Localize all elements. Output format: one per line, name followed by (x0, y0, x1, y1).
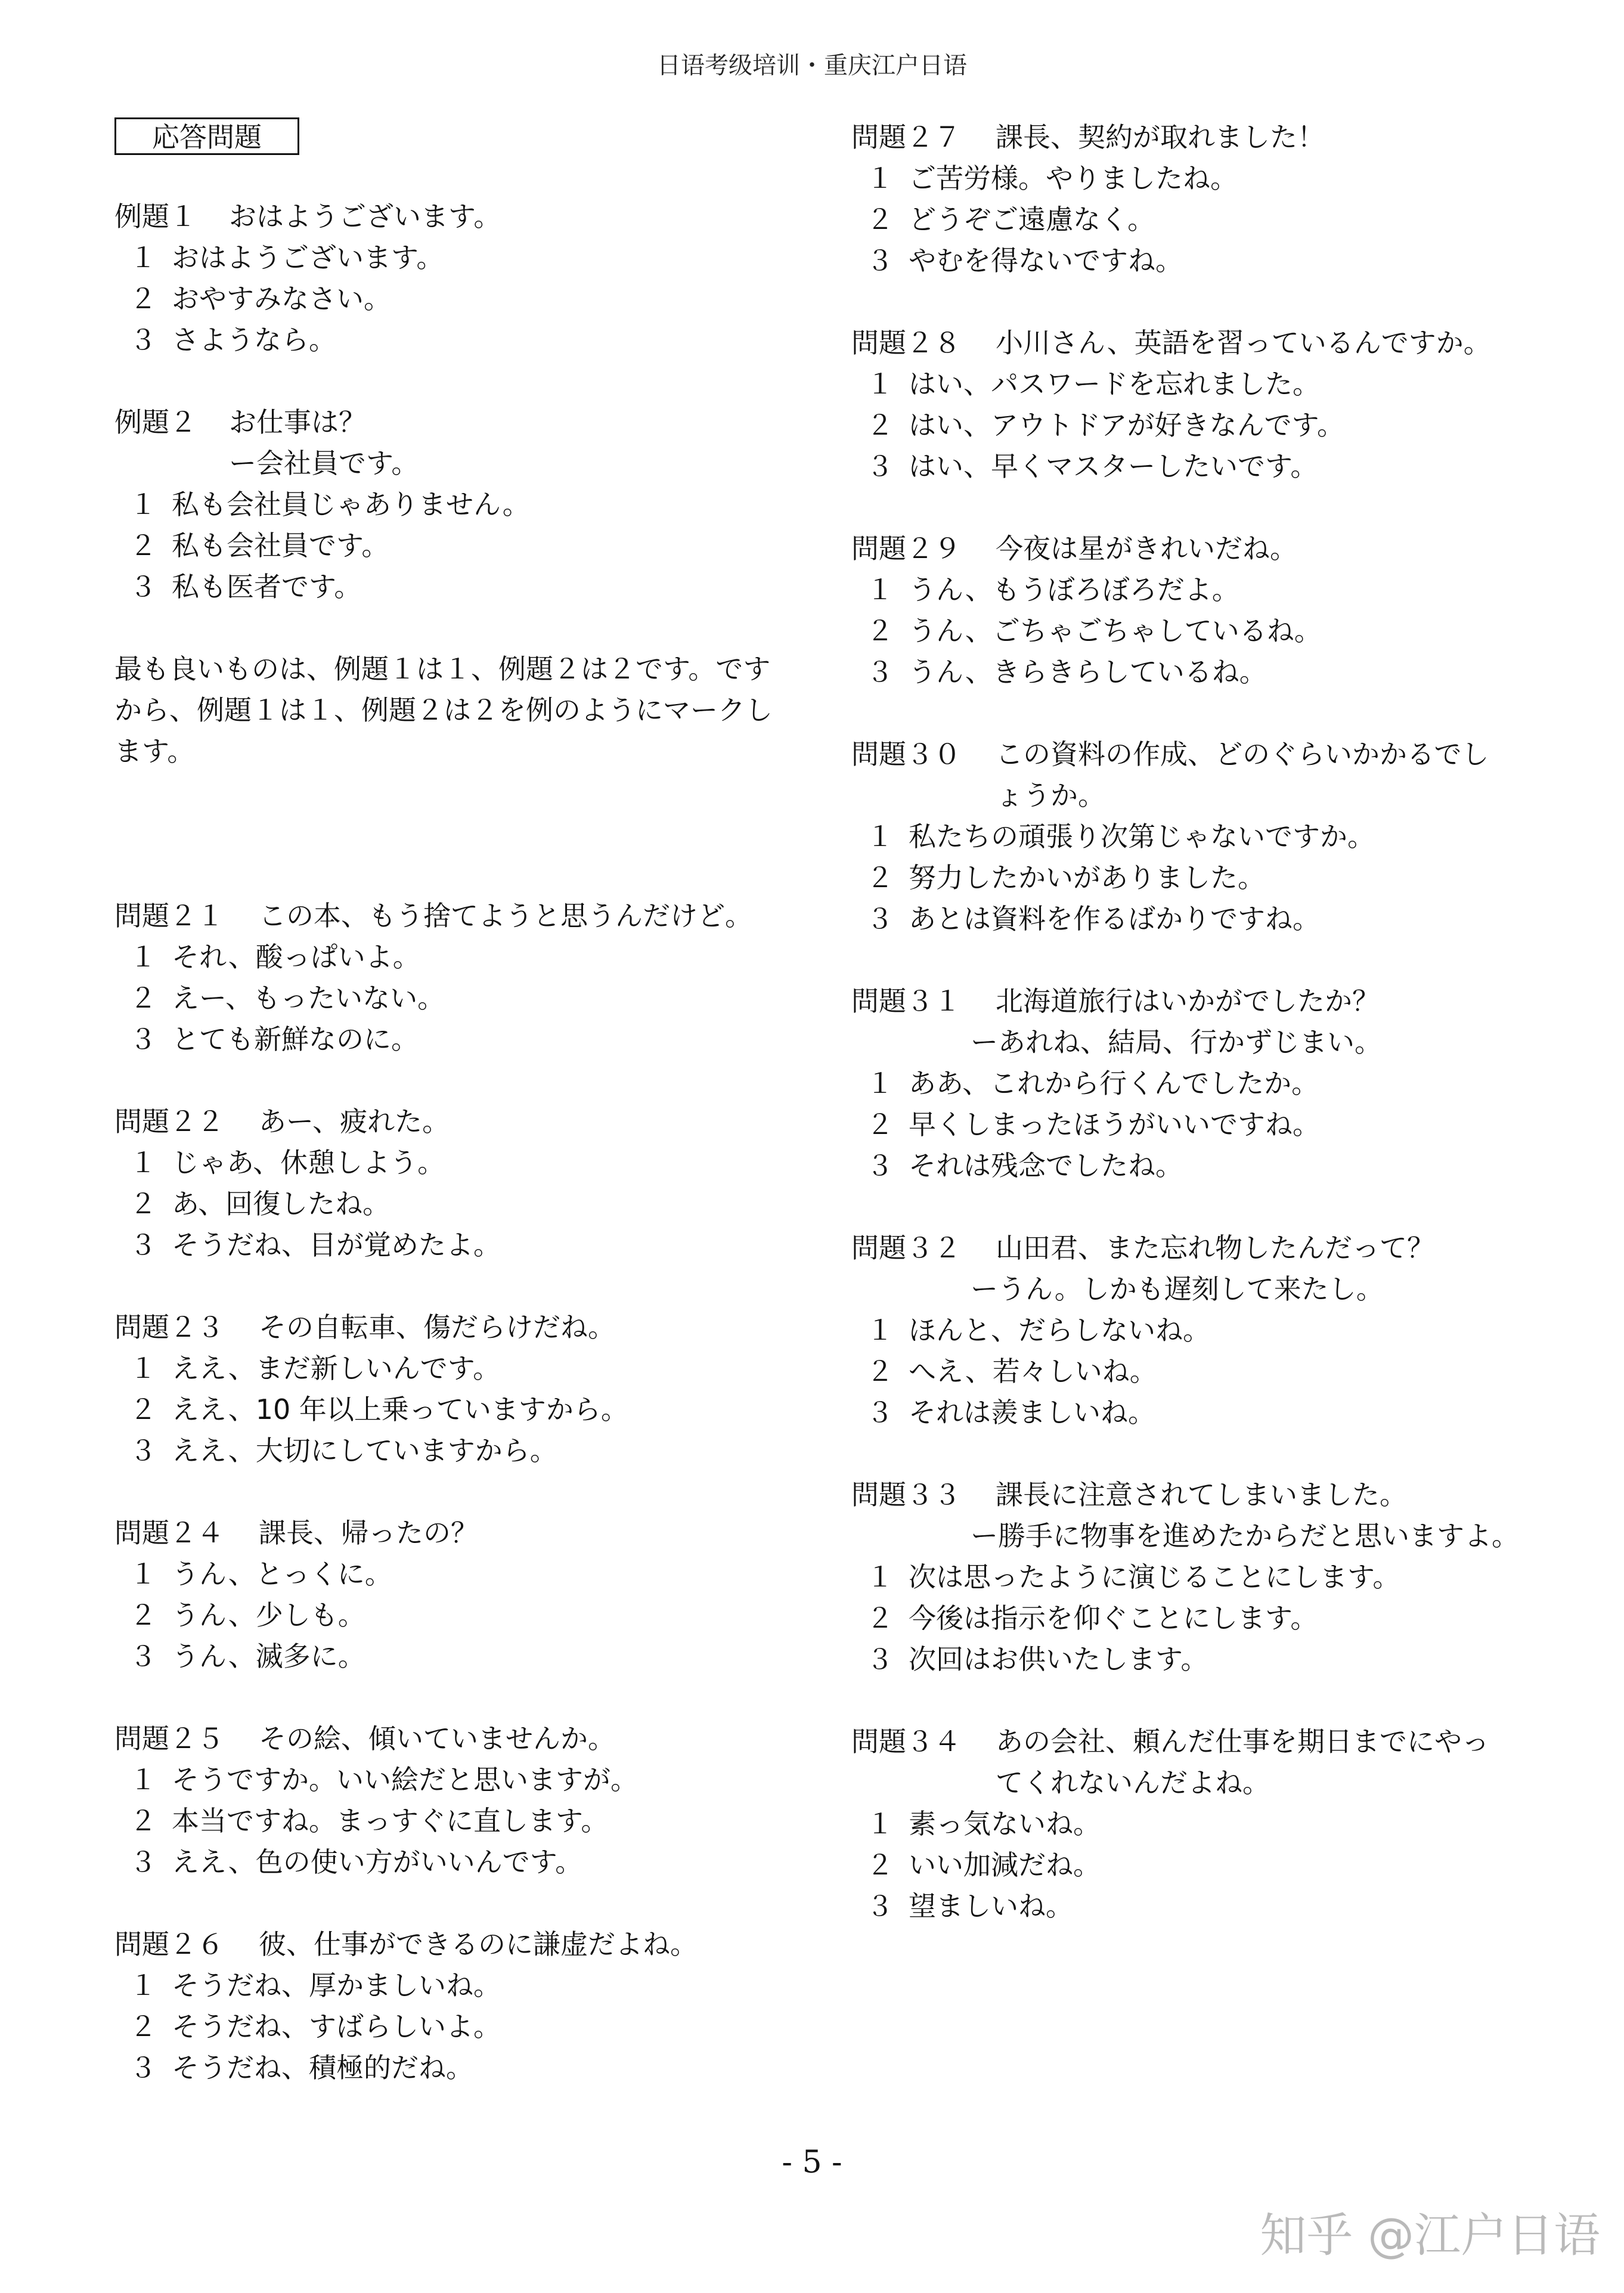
left-column (114, 117, 812, 2130)
answer-option (851, 898, 1591, 940)
question-block (851, 1474, 1591, 1680)
right-column (851, 117, 1591, 1968)
question-text-line: あー、疲れた。 (259, 1105, 450, 1138)
question-block (114, 1101, 812, 1266)
right-questions-list (851, 117, 1591, 1927)
option-text: 素っ気ないね。 (909, 1808, 1101, 1840)
option-number: １ (866, 574, 894, 606)
answer-option (851, 1804, 1591, 1845)
option-text: はい、アウトドアが好きなんです。 (909, 409, 1344, 441)
answer-option (114, 1019, 812, 1060)
question-block (114, 1718, 812, 1883)
answer-option (114, 1801, 812, 1842)
option-text: そうですか。いい絵だと思いますが。 (172, 1764, 638, 1796)
answer-option (114, 1225, 812, 1266)
question-text-line: あの会社、頼んだ仕事を期日までにやっ (996, 1725, 1489, 1758)
option-number: ３ (129, 2052, 157, 2084)
question-label: 問題２７ (851, 121, 961, 153)
question-label: 問題２６ (114, 1928, 224, 1960)
option-number: ２ (866, 203, 894, 236)
option-text: うん、ごちゃごちゃしているね。 (909, 615, 1322, 647)
option-text: うん、滅多に。 (172, 1640, 365, 1672)
answer-option (114, 1554, 812, 1595)
question-line (114, 1101, 812, 1142)
answer-option (114, 1842, 812, 1883)
answer-option (851, 1063, 1591, 1104)
question-text (229, 402, 812, 443)
question-label: 問題３２ (851, 1232, 961, 1264)
option-text: 私たちの頑張り次第じゃないですか。 (909, 820, 1375, 853)
watermark: 知乎 @江户日语 (1260, 2209, 1600, 2263)
answer-option (114, 2047, 812, 2089)
question-line (851, 323, 1591, 364)
option-text: 次は思ったように演じることにします。 (909, 1561, 1400, 1593)
option-number: ３ (866, 903, 894, 935)
question-block (114, 895, 812, 1060)
answer-option (114, 1636, 812, 1677)
option-text: やむを得ないですね。 (909, 244, 1183, 277)
option-number: ２ (866, 615, 894, 647)
question-text-line: 課長に注意されてしまいました。 (996, 1479, 1407, 1511)
reply-line: ー会社員です。 (229, 447, 419, 479)
option-number: １ (866, 1561, 894, 1593)
option-text: おやすみなさい。 (172, 283, 391, 315)
option-text: そうだね、すばらしいよ。 (172, 2010, 501, 2043)
option-number: １ (129, 1969, 157, 2001)
option-number: ２ (866, 1355, 894, 1387)
answer-option (851, 569, 1591, 611)
option-text: いい加減だね。 (909, 1849, 1101, 1881)
question-text (259, 1513, 812, 1554)
option-text: 今後は指示を仰ぐことにします。 (909, 1602, 1318, 1634)
page-header: 日语考级培训・重庆江户日语 (657, 52, 967, 79)
option-number: ２ (129, 1188, 157, 1220)
question-text-line: その自転車、傷だらけだね。 (259, 1311, 615, 1343)
answer-option (114, 566, 812, 608)
question-block (114, 1924, 812, 2089)
question-line (114, 1513, 812, 1554)
option-text: へえ、若々しいね。 (909, 1355, 1157, 1387)
question-text-line: 彼、仕事ができるのに謙虚だよね。 (259, 1928, 698, 1960)
examples-list (114, 196, 812, 608)
question-text (996, 734, 1591, 816)
answer-option (114, 1348, 812, 1389)
question-text (996, 1474, 1591, 1516)
option-text: ほんと、だらしないね。 (909, 1314, 1210, 1346)
option-number: １ (866, 162, 894, 194)
option-number: ３ (129, 324, 157, 356)
option-text: じゃあ、休憩しよう。 (172, 1146, 445, 1179)
question-line (114, 1307, 812, 1348)
reply-line: ーうん。しかも遅刻して来たし。 (971, 1273, 1384, 1305)
option-text: さようなら。 (172, 324, 336, 356)
answer-option (851, 1886, 1591, 1927)
question-line (851, 1721, 1591, 1804)
option-number: ２ (866, 862, 894, 894)
question-line (114, 196, 812, 237)
answer-option (114, 1595, 812, 1636)
option-number: １ (866, 1808, 894, 1840)
question-line (851, 117, 1591, 158)
question-label: 問題３３ (851, 1479, 961, 1511)
option-number: ３ (866, 1149, 894, 1182)
option-number: １ (866, 1314, 894, 1346)
question-label: 問題３４ (851, 1725, 961, 1758)
answer-option (114, 237, 812, 278)
option-text: 早くしまったほうがいいですね。 (909, 1108, 1320, 1141)
answer-option (851, 446, 1591, 487)
answer-option (851, 405, 1591, 446)
question-label: 問題３１ (851, 985, 961, 1017)
option-text: ええ、色の使い方がいいんです。 (172, 1846, 583, 1878)
answer-option (114, 1389, 812, 1430)
question-text (996, 1721, 1591, 1804)
question-text-line: 北海道旅行はいかがでしたか？ (996, 985, 1380, 1017)
option-number: ２ (866, 1602, 894, 1634)
option-number: １ (129, 1352, 157, 1384)
option-text: あとは資料を作るばかりですね。 (909, 903, 1320, 935)
option-text: えー、もったいない。 (172, 982, 445, 1014)
option-number: ２ (866, 1849, 894, 1881)
answer-option (851, 611, 1591, 652)
option-text: ええ、10 年以上乗っていますから。 (172, 1393, 628, 1426)
option-number: ３ (866, 244, 894, 277)
option-text: はい、早くマスターしたいです。 (909, 450, 1318, 482)
question-text-line: 課長、帰ったの？ (259, 1517, 478, 1549)
question-label: 問題２３ (114, 1311, 224, 1343)
question-label: 例題１ (114, 200, 197, 233)
question-block (114, 1513, 812, 1677)
option-number: ３ (866, 1890, 894, 1922)
option-number: １ (129, 1558, 157, 1590)
option-text: それは羨ましいね。 (909, 1396, 1155, 1429)
option-number: ２ (129, 529, 157, 562)
left-questions-list (114, 895, 812, 2089)
answer-option (114, 320, 812, 361)
option-text: あ、回復したね。 (172, 1188, 390, 1220)
option-text: 努力したかいがありました。 (909, 862, 1265, 894)
question-text-line: この資料の作成、どのぐらいかかるでし (996, 738, 1489, 770)
option-number: １ (129, 241, 157, 274)
question-block (114, 196, 812, 361)
option-number: ３ (866, 450, 894, 482)
option-text: ええ、大切にしていますから。 (172, 1434, 557, 1467)
answer-option (114, 1430, 812, 1471)
answer-option (114, 1183, 812, 1225)
option-number: ３ (129, 1023, 157, 1055)
option-text: そうだね、目が覚めたよ。 (172, 1229, 501, 1261)
answer-option (851, 1310, 1591, 1351)
option-text: それは残念でしたね。 (909, 1149, 1183, 1182)
question-block (851, 323, 1591, 487)
question-label: 例題２ (114, 406, 197, 438)
question-text (259, 1101, 812, 1142)
question-line (851, 981, 1591, 1022)
question-text-line: てくれないんだよね。 (996, 1767, 1270, 1799)
question-label: 問題２８ (851, 327, 961, 359)
answer-option (851, 240, 1591, 281)
question-block (851, 734, 1591, 940)
option-text: 本当ですね。まっすぐに直します。 (172, 1805, 609, 1837)
option-text: そうだね、積極的だね。 (172, 2052, 473, 2084)
question-line (851, 1474, 1591, 1516)
answer-option (851, 364, 1591, 405)
option-number: ３ (129, 1640, 157, 1672)
option-number: ２ (129, 1393, 157, 1426)
question-line (114, 1924, 812, 1965)
option-number: ３ (866, 656, 894, 688)
option-text: とても新鮮なのに。 (172, 1023, 419, 1055)
option-number: ２ (129, 1805, 157, 1837)
reply-line: ーあれね、結局、行かずじまい。 (971, 1026, 1382, 1058)
answer-option (851, 1639, 1591, 1680)
option-number: ３ (129, 1229, 157, 1261)
question-text-line: 小川さん、英語を習っているんですか。 (996, 327, 1491, 359)
option-text: はい、パスワードを忘れました。 (909, 368, 1320, 400)
option-number: ３ (129, 571, 157, 603)
answer-option (114, 1965, 812, 2006)
question-text-line: 課長、契約が取れました！ (996, 121, 1325, 153)
option-text: 私も会社員です。 (172, 529, 389, 562)
question-text (996, 1228, 1591, 1269)
option-text: どうぞご遠慮なく。 (909, 203, 1155, 236)
question-text (996, 981, 1591, 1022)
option-number: ２ (129, 2010, 157, 2043)
option-text: 私も医者です。 (172, 571, 362, 603)
option-number: １ (129, 488, 157, 520)
question-text-line: その絵、傾いていませんか。 (259, 1722, 615, 1755)
answer-option (114, 2006, 812, 2047)
question-text (996, 323, 1591, 364)
section-title: 応答問題 (114, 117, 299, 155)
answer-option (114, 278, 812, 320)
question-text-line: お仕事は？ (229, 406, 366, 438)
answer-option (851, 1104, 1591, 1145)
answer-option (114, 484, 812, 525)
option-number: １ (129, 1146, 157, 1179)
option-number: ２ (866, 1108, 894, 1141)
answer-option (851, 1392, 1591, 1433)
instruction-note: 最も良いものは、例題１は１、例題２は２です。ですから、例題１は１、例題２は２を例のようにマークします。 (114, 653, 773, 767)
option-number: ２ (866, 409, 894, 441)
question-text-line: 山田君、また忘れ物したんだって？ (996, 1232, 1434, 1264)
question-label: 問題２４ (114, 1517, 224, 1549)
question-line (851, 734, 1591, 816)
question-line (114, 895, 812, 937)
question-text-line: ょうか。 (996, 779, 1105, 811)
option-number: ３ (129, 1846, 157, 1878)
question-block (114, 402, 812, 608)
answer-option (851, 1557, 1591, 1598)
question-label: 問題３０ (851, 738, 961, 770)
answer-option (114, 1759, 812, 1801)
question-block (851, 981, 1591, 1186)
question-line (851, 528, 1591, 569)
question-block (851, 117, 1591, 281)
option-number: ２ (129, 982, 157, 1014)
answer-option (114, 937, 812, 978)
question-line (114, 1718, 812, 1759)
answer-option (851, 1845, 1591, 1886)
question-block (851, 528, 1591, 693)
answer-option (114, 1142, 812, 1183)
question-text (996, 528, 1591, 569)
question-text (229, 196, 812, 237)
option-number: ３ (866, 1643, 894, 1675)
option-text: おはようございます。 (172, 241, 444, 274)
option-number: ２ (129, 283, 157, 315)
option-number: １ (866, 1067, 894, 1099)
answer-option (851, 652, 1591, 693)
option-number: ２ (129, 1599, 157, 1631)
option-text: 私も会社員じゃありません。 (172, 488, 530, 520)
question-line (851, 1228, 1591, 1269)
answer-option (851, 857, 1591, 898)
answer-option (851, 816, 1591, 857)
question-block (114, 1307, 812, 1471)
question-label: 問題２９ (851, 532, 961, 565)
question-block (851, 1721, 1591, 1927)
option-text: うん、きらきらしているね。 (909, 656, 1267, 688)
question-text (259, 895, 812, 937)
option-text: 次回はお供いたします。 (909, 1643, 1208, 1675)
answer-option (851, 158, 1591, 199)
answer-option (851, 1145, 1591, 1186)
option-text: うん、少しも。 (172, 1599, 365, 1631)
option-text: ええ、まだ新しいんです。 (172, 1352, 501, 1384)
option-number: １ (129, 1764, 157, 1796)
option-number: ３ (866, 1396, 894, 1429)
option-number: １ (866, 368, 894, 400)
answer-option (114, 525, 812, 566)
option-text: それ、酸っぱいよ。 (172, 941, 420, 973)
question-text-line: 今夜は星がきれいだね。 (996, 532, 1297, 565)
question-text (259, 1718, 812, 1759)
option-text: 望ましいね。 (909, 1890, 1073, 1922)
question-label: 問題２５ (114, 1722, 224, 1755)
answer-option (851, 1351, 1591, 1392)
question-line (114, 402, 812, 443)
question-block (851, 1228, 1591, 1433)
answer-option (851, 1598, 1591, 1639)
option-text: うん、もうぼろぼろだよ。 (909, 574, 1239, 606)
option-number: ３ (129, 1434, 157, 1467)
answer-option (851, 199, 1591, 240)
option-text: うん、とっくに。 (172, 1558, 392, 1590)
question-text (259, 1924, 812, 1965)
answer-option (114, 978, 812, 1019)
option-text: ああ、これから行くんでしたか。 (909, 1067, 1319, 1099)
question-text-line: おはようございます。 (229, 200, 501, 233)
page-number: - 5 - (782, 2145, 842, 2180)
question-text (996, 117, 1591, 158)
option-number: １ (129, 941, 157, 973)
option-number: １ (866, 820, 894, 853)
question-text-line: この本、もう捨てようと思うんだけど。 (259, 900, 752, 932)
option-text: そうだね、厚かましいね。 (172, 1969, 501, 2001)
reply-line: ー勝手に物事を進めたからだと思いますよ。 (971, 1520, 1519, 1552)
question-text (259, 1307, 812, 1348)
question-label: 問題２２ (114, 1105, 224, 1138)
question-label: 問題２１ (114, 900, 224, 932)
option-text: ご苦労様。やりましたね。 (909, 162, 1238, 194)
